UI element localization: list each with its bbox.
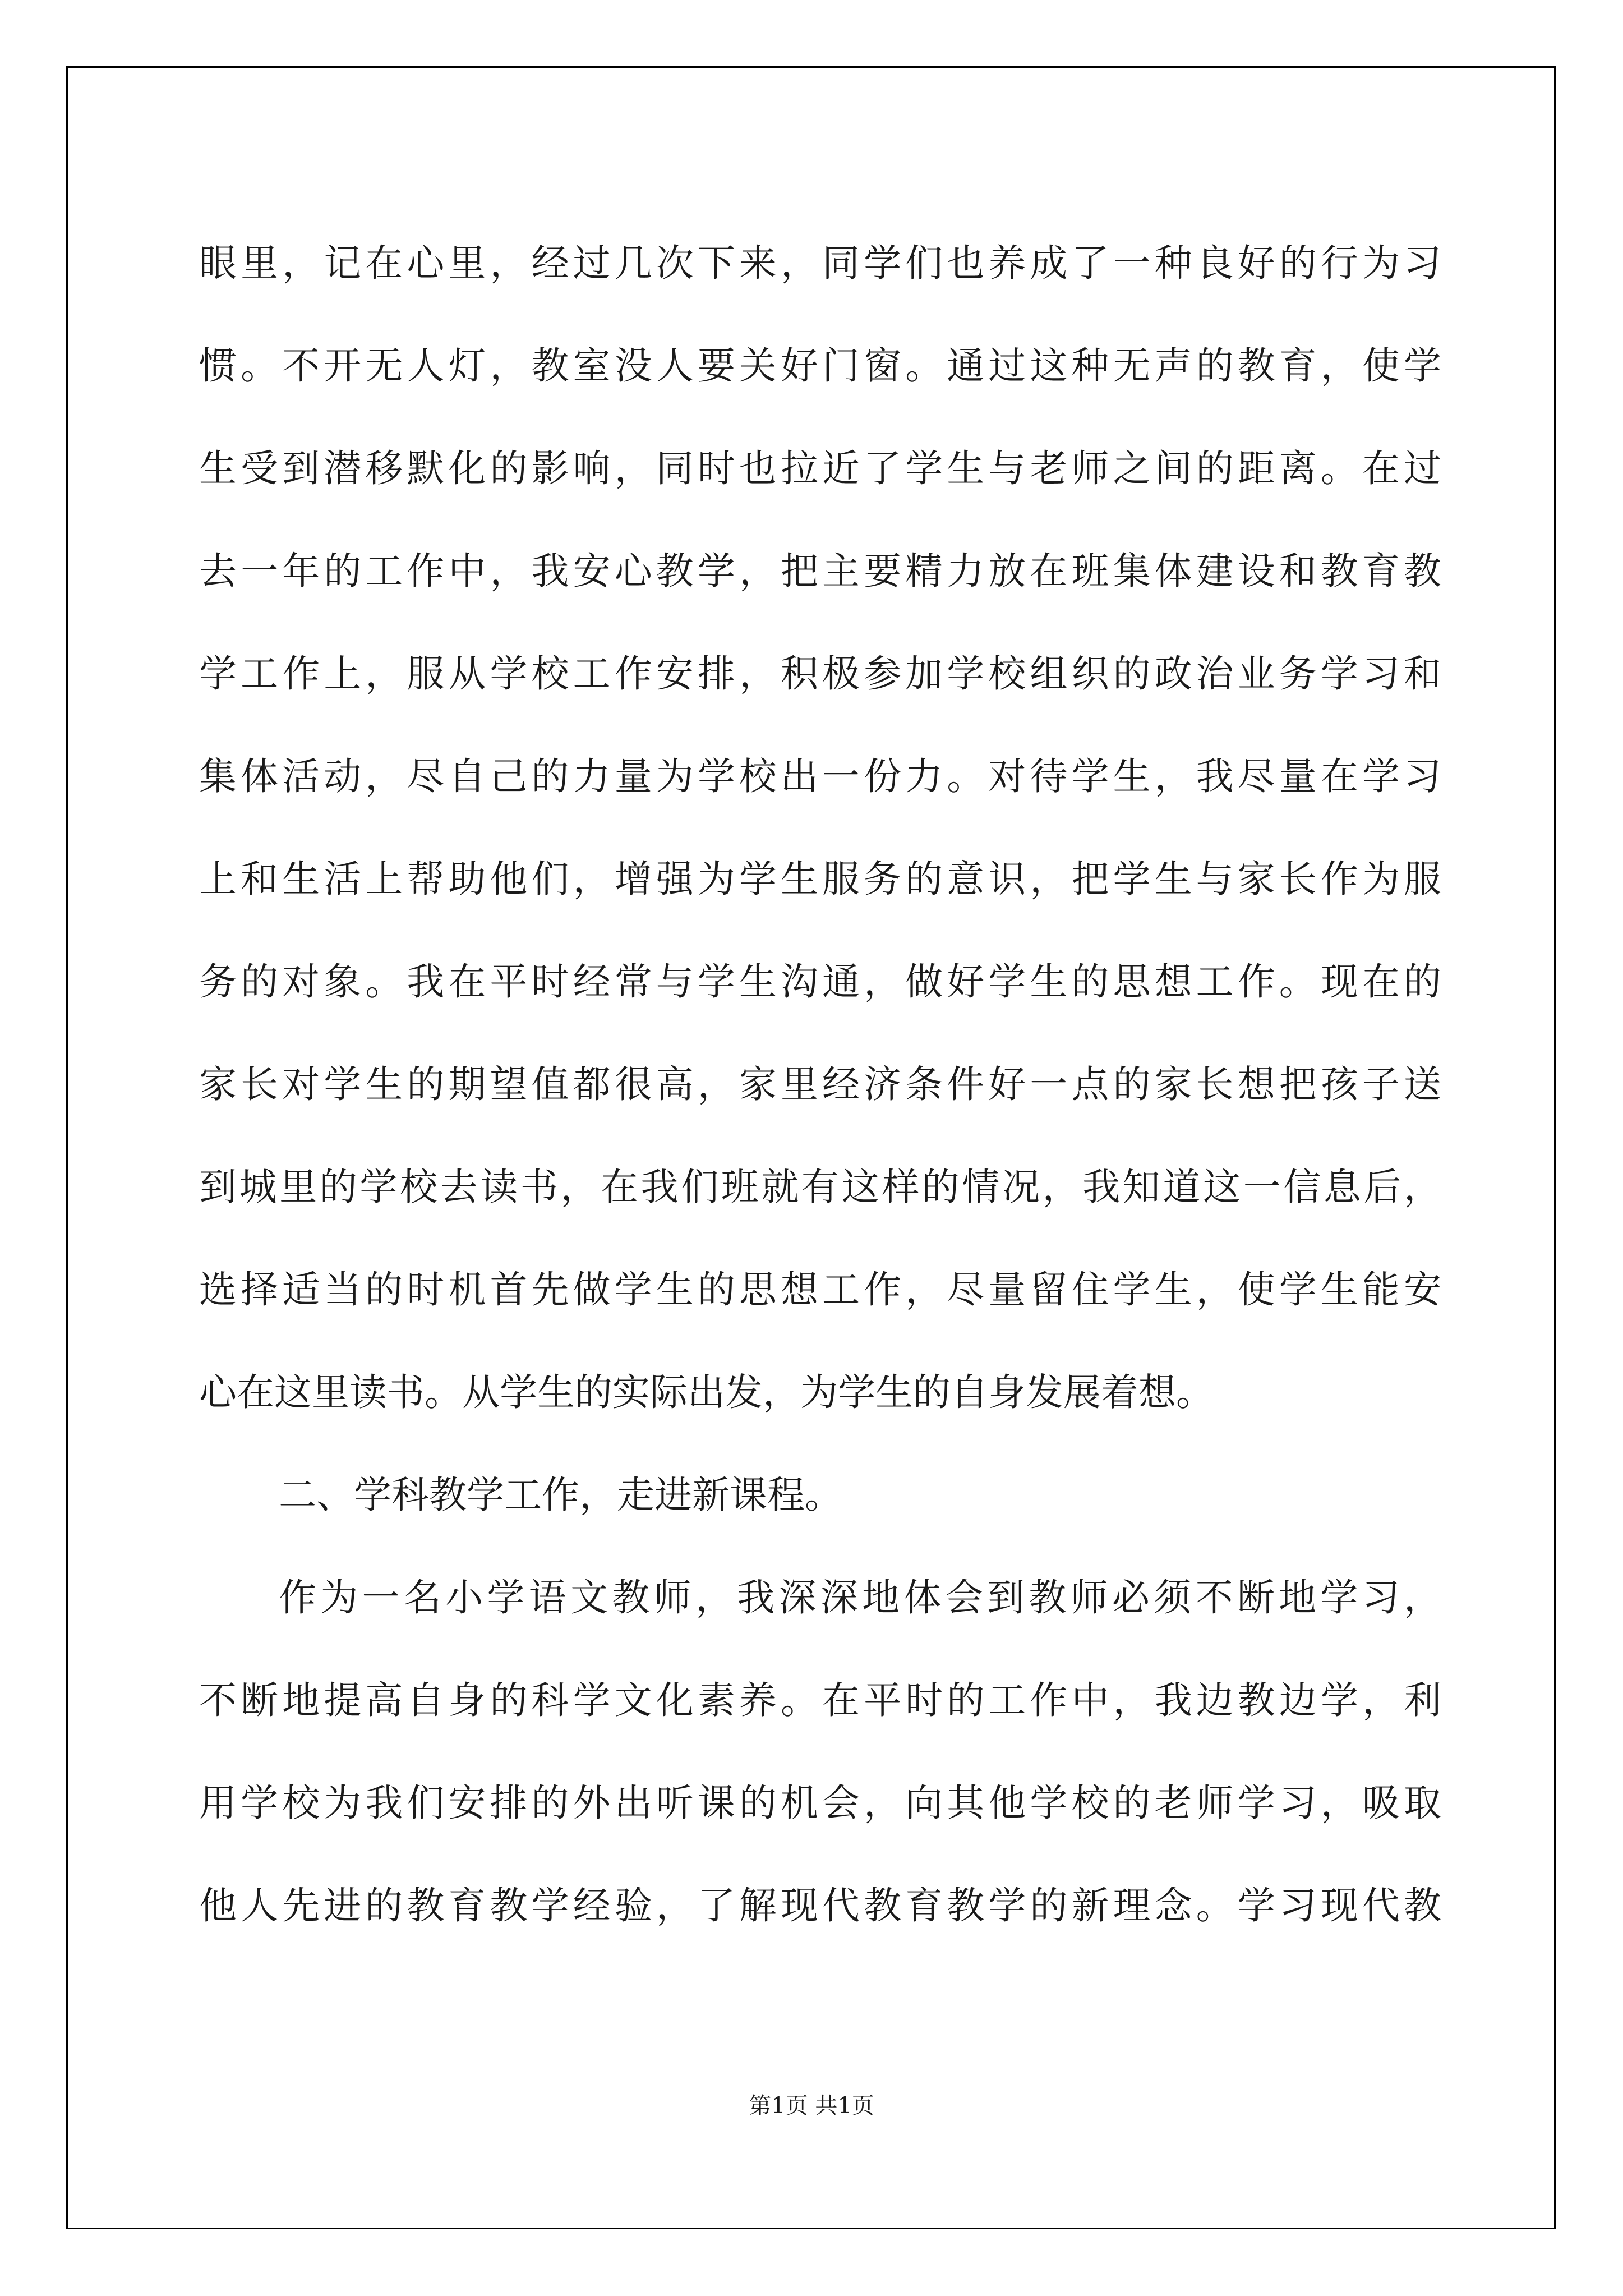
page-number-footer: 第1页 共1页 <box>749 2093 874 2119</box>
text-line: 上和生活上帮助他们，增强为学生服务的意识，把学生与家长作为服 <box>199 857 1441 901</box>
text-line: 惯。不开无人灯，教室没人要关好门窗。通过这种无声的教育，使学 <box>199 344 1441 388</box>
text-line: 去一年的工作中，我安心教学，把主要精力放在班集体建设和教育教 <box>199 549 1441 593</box>
text-line: 选择适当的时机首先做学生的思想工作，尽量留住学生，使学生能安 <box>199 1268 1441 1312</box>
section-heading: 二、学科教学工作，走进新课程。 <box>279 1473 842 1517</box>
text-line: 务的对象。我在平时经常与学生沟通，做好学生的思想工作。现在的 <box>199 960 1441 1004</box>
text-line: 眼里，记在心里，经过几次下来，同学们也养成了一种良好的行为习 <box>199 241 1441 285</box>
text-line: 到城里的学校去读书，在我们班就有这样的情况，我知道这一信息后， <box>199 1165 1441 1209</box>
text-line: 不断地提高自身的科学文化素养。在平时的工作中，我边教边学，利 <box>199 1678 1441 1722</box>
document-body <box>199 212 1441 1957</box>
text-line: 集体活动，尽自己的力量为学校出一份力。对待学生，我尽量在学习 <box>199 754 1441 798</box>
text-line: 心在这里读书。从学生的实际出发，为学生的自身发展着想。 <box>199 1370 1214 1414</box>
text-line: 生受到潜移默化的影响，同时也拉近了学生与老师之间的距离。在过 <box>199 447 1441 490</box>
text-line: 学工作上，服从学校工作安排，积极参加学校组织的政治业务学习和 <box>199 652 1441 696</box>
text-line: 家长对学生的期望值都很高，家里经济条件好一点的家长想把孩子送 <box>199 1062 1441 1106</box>
text-line: 作为一名小学语文教师，我深深地体会到教师必须不断地学习， <box>279 1576 1441 1619</box>
text-line: 用学校为我们安排的外出听课的机会，向其他学校的老师学习，吸取 <box>199 1781 1441 1825</box>
text-line: 他人先进的教育教学经验，了解现代教育教学的新理念。学习现代教 <box>199 1884 1441 1927</box>
